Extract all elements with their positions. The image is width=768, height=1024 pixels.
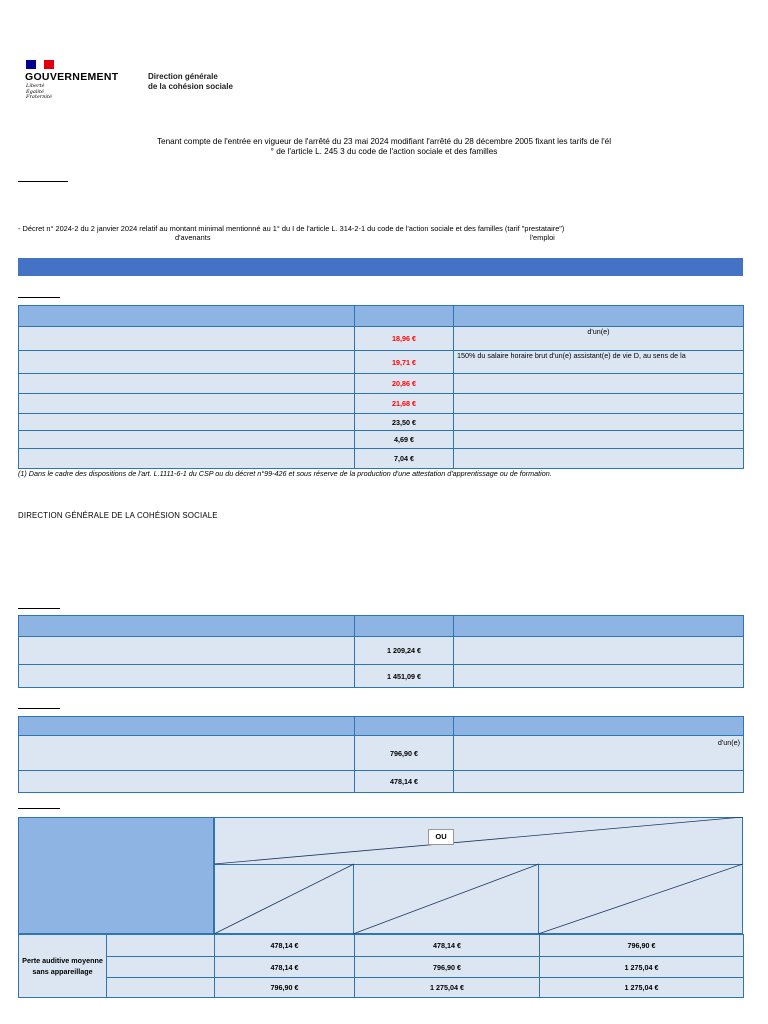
- government-label: GOUVERNEMENT: [25, 71, 119, 83]
- section-header-band: [18, 258, 743, 276]
- intro-line-1: Tenant compte de l'entrée en vigueur de l'arrêté du 23 mai 2024 modifiant l'arrêté du 28 décembre 2005 fixant les tarifs de l'él: [156, 137, 612, 146]
- diagonal-lines: [18, 817, 743, 934]
- government-logo: [20, 56, 245, 104]
- table-row: 21,68 €: [19, 394, 744, 414]
- direction-name: Direction générale de la cohésion sociale: [148, 72, 233, 91]
- table-row: 478,14 € 796,90 € 1 275,04 €: [19, 957, 744, 978]
- table-row: 796,90 € d'un(e): [19, 736, 744, 771]
- table-row: 18,96 € d'un(e): [19, 327, 744, 351]
- table-row: 19,71 € 150% du salaire horaire brut d'un(e) assistant(e) de vie D, au sens de la: [19, 351, 744, 374]
- table-row: 478,14 €: [19, 771, 744, 793]
- decree-emploi: l'emploi: [530, 233, 555, 242]
- row-label: Perte auditive moyenne sans appareillage: [19, 935, 107, 998]
- section-underline: [18, 181, 68, 182]
- table-4: [18, 934, 744, 998]
- dgcs-title: DIRECTION GÉNÉRALE DE LA COHÉSION SOCIALE: [18, 511, 218, 520]
- section-underline: [18, 608, 60, 609]
- intro-line-2: ° de l'article L. 245 3 du code de l'action sociale et des familles: [270, 147, 498, 156]
- section-underline: [18, 297, 60, 298]
- table-row: 796,90 € 1 275,04 € 1 275,04 €: [19, 978, 744, 998]
- section-underline: [18, 708, 60, 709]
- decree-avenants: d'avenants: [175, 233, 211, 242]
- decree-line: - Décret n° 2024-2 du 2 janvier 2024 relatif au montant minimal mentionné au 1° du I de l'article L. 314-2-1 du code de l'action sociale et des familles (tarif "prestataire"): [18, 224, 565, 233]
- table-row: 20,86 €: [19, 374, 744, 394]
- table-row: 4,69 €: [19, 431, 744, 449]
- section-underline: [18, 808, 60, 809]
- table-row: Perte auditive moyenne sans appareillage 478,14 € 478,14 € 796,90 €: [19, 935, 744, 957]
- table-3: [18, 716, 744, 793]
- table-row: 1 451,09 €: [19, 665, 744, 688]
- motto: Liberté Égalité Fraternité: [26, 83, 52, 100]
- ou-label: OU: [428, 829, 454, 845]
- table-row: 7,04 €: [19, 449, 744, 469]
- table-2: [18, 615, 744, 688]
- tariff-table: [18, 305, 744, 469]
- table-row: 23,50 €: [19, 414, 744, 431]
- footnote: (1) Dans le cadre des dispositions de l'art. L.1111-6-1 du CSP ou du décret n°99-426 et sous réserve de la production d'une attestation d'apprentissage ou de formation.: [18, 469, 552, 478]
- table-4-header: [18, 817, 743, 934]
- marianne-flag-icon: [26, 60, 54, 69]
- table-row: 1 209,24 €: [19, 637, 744, 665]
